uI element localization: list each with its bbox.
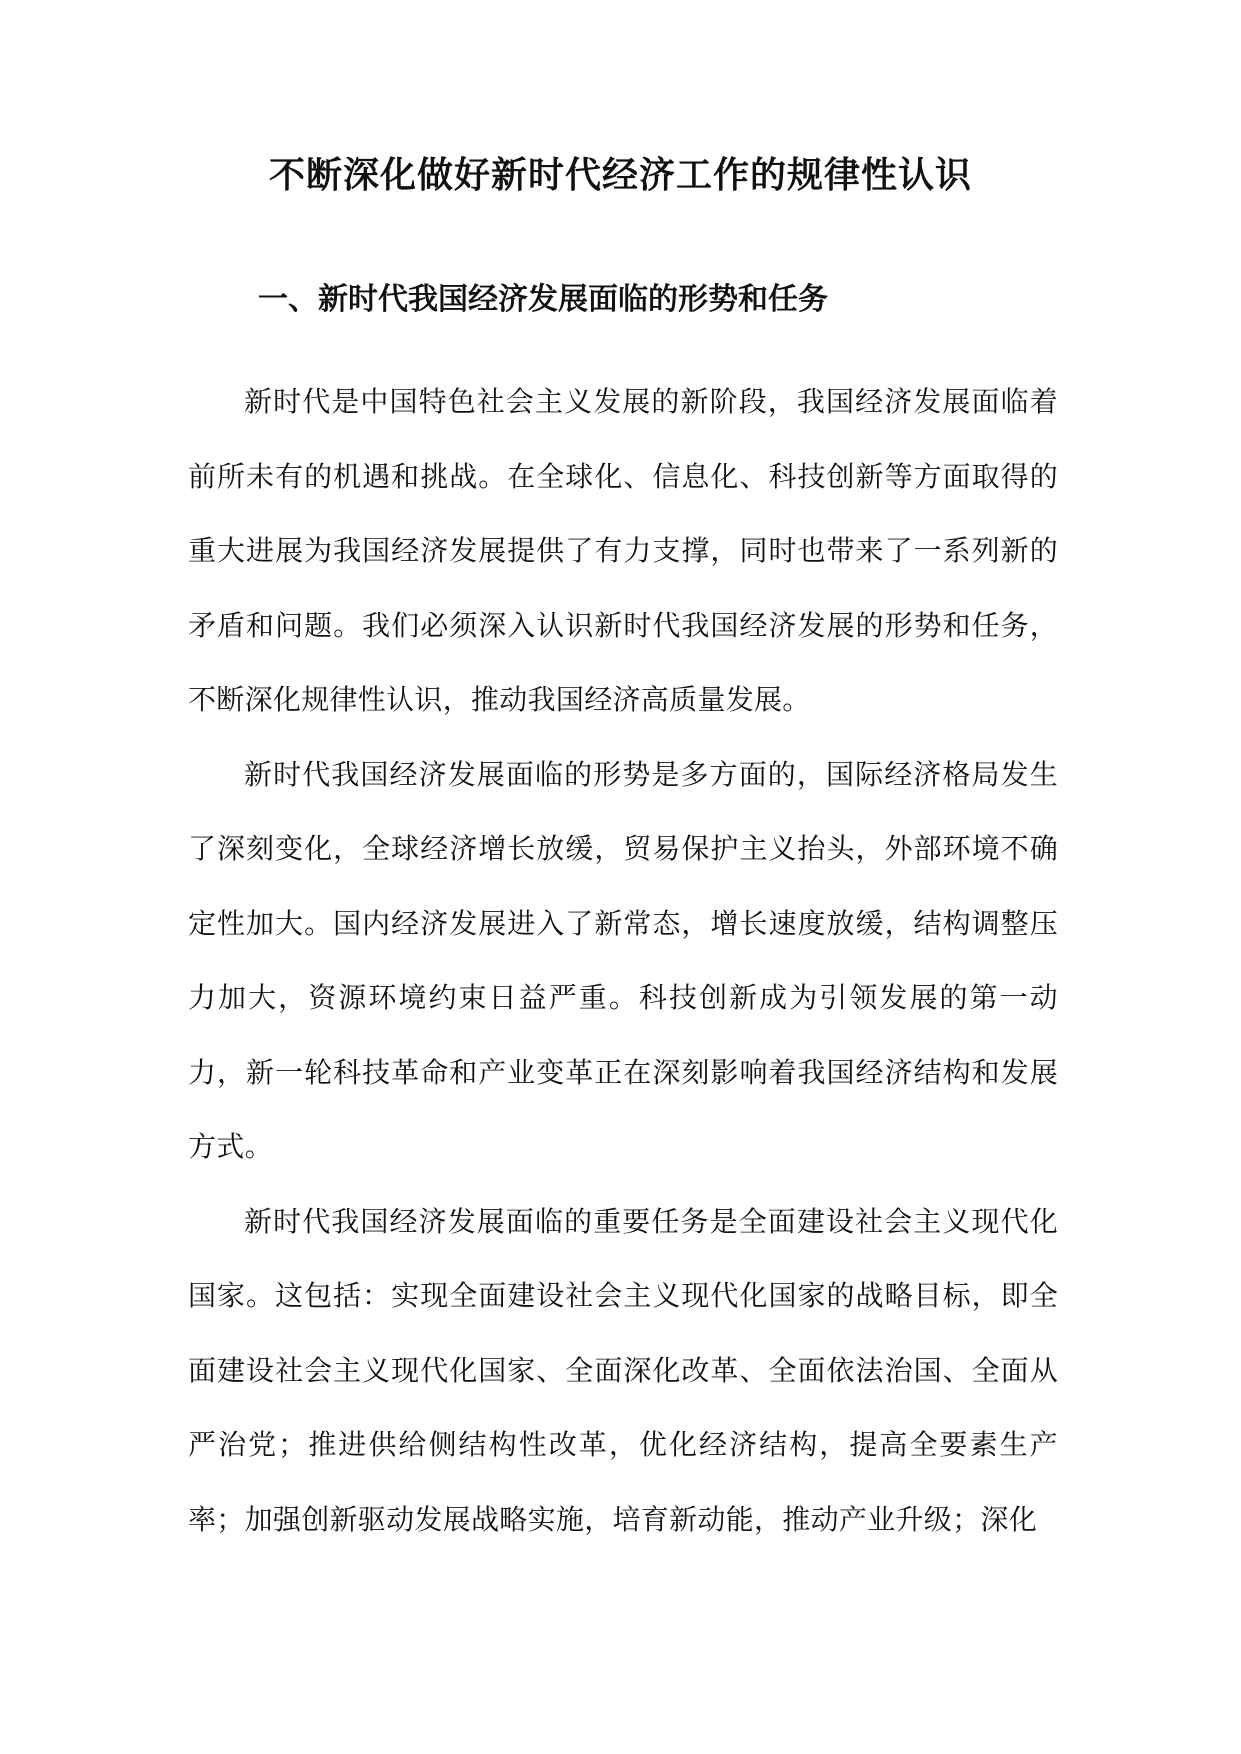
paragraph-1: 新时代是中国特色社会主义发展的新阶段，我国经济发展面临着前所未有的机遇和挑战。在全球化、信息化、科技创新等方面取得的重大进展为我国经济发展提供了有力支撑，同时也带来了一系列新的矛盾和问题。我们必须深入认识新时代我国经济发展的形势和任务，不断深化规律性认识，推动我国经济高质量发展。: [188, 385, 1058, 716]
paragraph-3: 新时代我国经济发展面临的重要任务是全面建设社会主义现代化国家。这包括：实现全面建设社会主义现代化国家的战略目标，即全面建设社会主义现代化国家、全面深化改革、全面依法治国、全面从严治党；推进供给侧结构性改革，优化经济结构，提高全要素生产率；加强创新驱动发展战略实施，培育新动能，推动产业升级；深化: [188, 1204, 1058, 1536]
section-heading: 一、新时代我国经济发展面临的形势和任务: [258, 282, 828, 317]
document-title: 不断深化做好新时代经济工作的规律性认识: [268, 154, 972, 196]
paragraph-2: 新时代我国经济发展面临的形势是多方面的，国际经济格局发生了深刻变化，全球经济增长放缓，贸易保护主义抬头，外部环境不确定性加大。国内经济发展进入了新常态，增长速度放缓，结构调整压力加大，资源环境约束日益严重。科技创新成为引领发展的第一动力，新一轮科技革命和产业变革正在深刻影响着我国经济结构和发展方式。: [188, 757, 1058, 1163]
document-body: [188, 365, 1058, 1557]
